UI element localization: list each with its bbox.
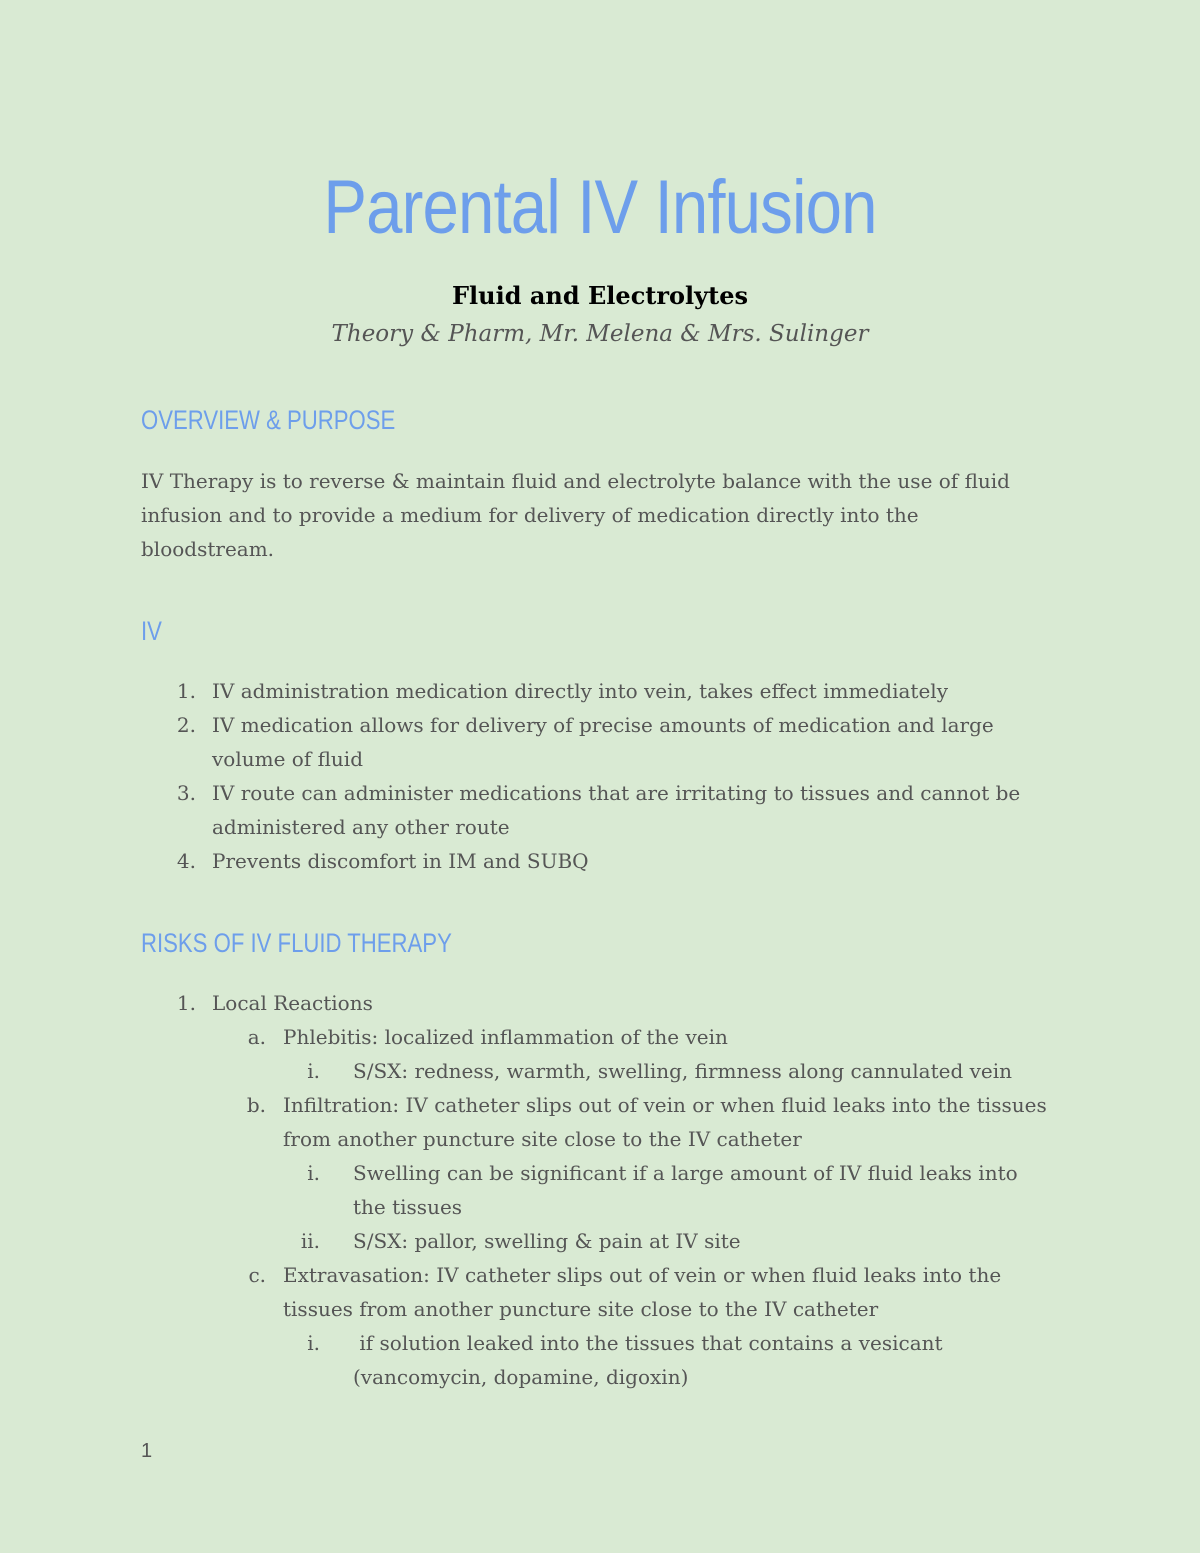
list-item-text: Infiltration: IV catheter slips out of vein or when fluid leaks into the tissues xyxy=(283,1093,1047,1117)
list-item-text: from another puncture site close to the IV catheter xyxy=(283,1127,802,1151)
list-item-text: administered any other route xyxy=(212,815,510,839)
document-title: Parental IV Infusion xyxy=(323,165,877,250)
list-marker: 1. xyxy=(176,991,196,1015)
list-marker: 4. xyxy=(176,849,196,873)
list-item-text: S/SX: pallor, swelling & pain at IV site xyxy=(353,1229,741,1253)
list-item-text: Local Reactions xyxy=(212,991,373,1015)
list-item-text: Swelling can be significant if a large amount of IV fluid leaks into xyxy=(353,1161,1018,1185)
list-item-text: IV medication allows for delivery of precise amounts of medication and large xyxy=(212,713,994,737)
list-marker: i. xyxy=(307,1331,320,1355)
iv-heading: IV xyxy=(141,616,162,646)
list-marker: i. xyxy=(307,1161,320,1185)
overview-line: bloodstream. xyxy=(141,537,275,561)
list-marker: a. xyxy=(247,1025,266,1049)
list-item-text: if solution leaked into the tissues that contains a vesicant xyxy=(353,1331,943,1355)
list-marker: c. xyxy=(248,1263,266,1287)
overview-line: infusion and to provide a medium for delivery of medication directly into the xyxy=(141,503,919,527)
overview-heading: OVERVIEW & PURPOSE xyxy=(141,405,396,435)
list-item-text: tissues from another puncture site close to the IV catheter xyxy=(283,1297,879,1321)
document-subtitle: Fluid and Electrolytes xyxy=(452,281,748,310)
overview-line: IV Therapy is to reverse & maintain fluid and electrolyte balance with the use of fluid xyxy=(141,469,1010,493)
overview-paragraph xyxy=(141,464,1061,566)
list-item-text: (vancomycin, dopamine, digoxin) xyxy=(353,1365,689,1389)
list-item-text: S/SX: redness, warmth, swelling, firmness along cannulated vein xyxy=(353,1059,1013,1083)
list-marker: i. xyxy=(307,1059,320,1083)
list-marker: 3. xyxy=(176,781,196,805)
list-item-text: Prevents discomfort in IM and SUBQ xyxy=(212,849,589,873)
document-byline: Theory & Pharm, Mr. Melena & Mrs. Sulinger xyxy=(331,321,869,347)
list-marker: 2. xyxy=(176,713,196,737)
page-number: 1 xyxy=(141,1440,153,1462)
list-item-text: Extravasation: IV catheter slips out of vein or when fluid leaks into the xyxy=(283,1263,1002,1287)
list-item-text: Phlebitis: localized inflammation of the vein xyxy=(283,1025,728,1049)
list-item-text: IV route can administer medications that are irritating to tissues and cannot be xyxy=(212,781,1021,805)
list-marker: 1. xyxy=(176,679,196,703)
list-marker: b. xyxy=(246,1093,266,1117)
list-item-text: the tissues xyxy=(353,1195,463,1219)
list-item-text: IV administration medication directly into vein, takes effect immediately xyxy=(212,679,948,703)
risks-heading: RISKS OF IV FLUID THERAPY xyxy=(141,928,452,958)
list-marker: ii. xyxy=(300,1229,320,1253)
list-item-text: volume of fluid xyxy=(212,747,363,771)
